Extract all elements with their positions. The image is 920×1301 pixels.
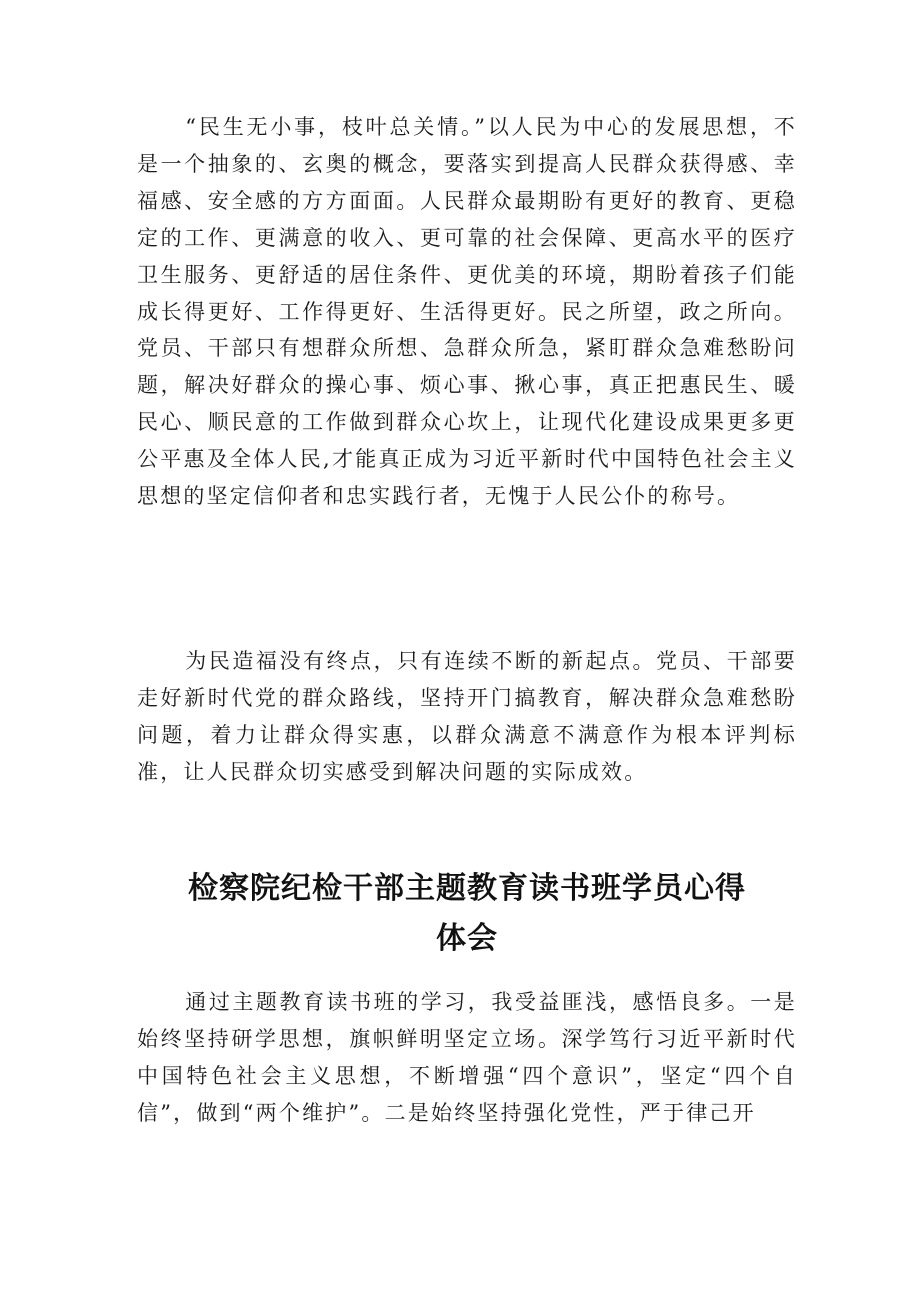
body-paragraph-1: “民生无小事，枝叶总关情。”以人民为中心的发展思想，不是一个抽象的、玄奥的概念，要落实到提高人民群众获得感、幸福感、安全感的方方面面。人民群众最期盼有更好的教育、更稳定的工作、更满意的收入、更可靠的社会保障、更高水平的医疗卫生服务、更舒适的居住条件、更优美的环境，期盼着孩子们能成长得更好、工作得更好、生活得更好。民之所望，政之所向。党员、干部只有想群众所想、急群众所急，紧盯群众急难愁盼问题，解决好群众的操心事、烦心事、揪心事，真正把惠民生、暖民心、顺民意的工作做到群众心坎上，让现代化建设成果更多更公平惠及全体人民,才能真正成为习近平新时代中国特色社会主义思想的坚定信仰者和忠实践行者，无愧于人民公仆的称号。 (137, 115, 797, 509)
section-title (137, 864, 797, 964)
section-title-line-1: 检察院纪检干部主题教育读书班学员心得 (188, 871, 746, 906)
body-paragraph-2: 为民造福没有终点，只有连续不断的新起点。党员、干部要走好新时代党的群众路线，坚持开门搞教育，解决群众急难愁盼问题，着力让群众得实惠，以群众满意不满意作为根本评判标准，让人民群众切实感受到解决问题的实际成效。 (137, 649, 797, 784)
section-body-paragraph: 通过主题教育读书班的学习，我受益匪浅，感悟良多。一是始终坚持研学思想，旗帜鲜明坚定立场。深学笃行习近平新时代中国特色社会主义思想，不断增强“四个意识”，坚定“四个自信”，做到“两个维护”。二是始终坚持强化党性，严于律己开 (137, 990, 797, 1125)
section-title-line-2: 体会 (436, 921, 498, 956)
